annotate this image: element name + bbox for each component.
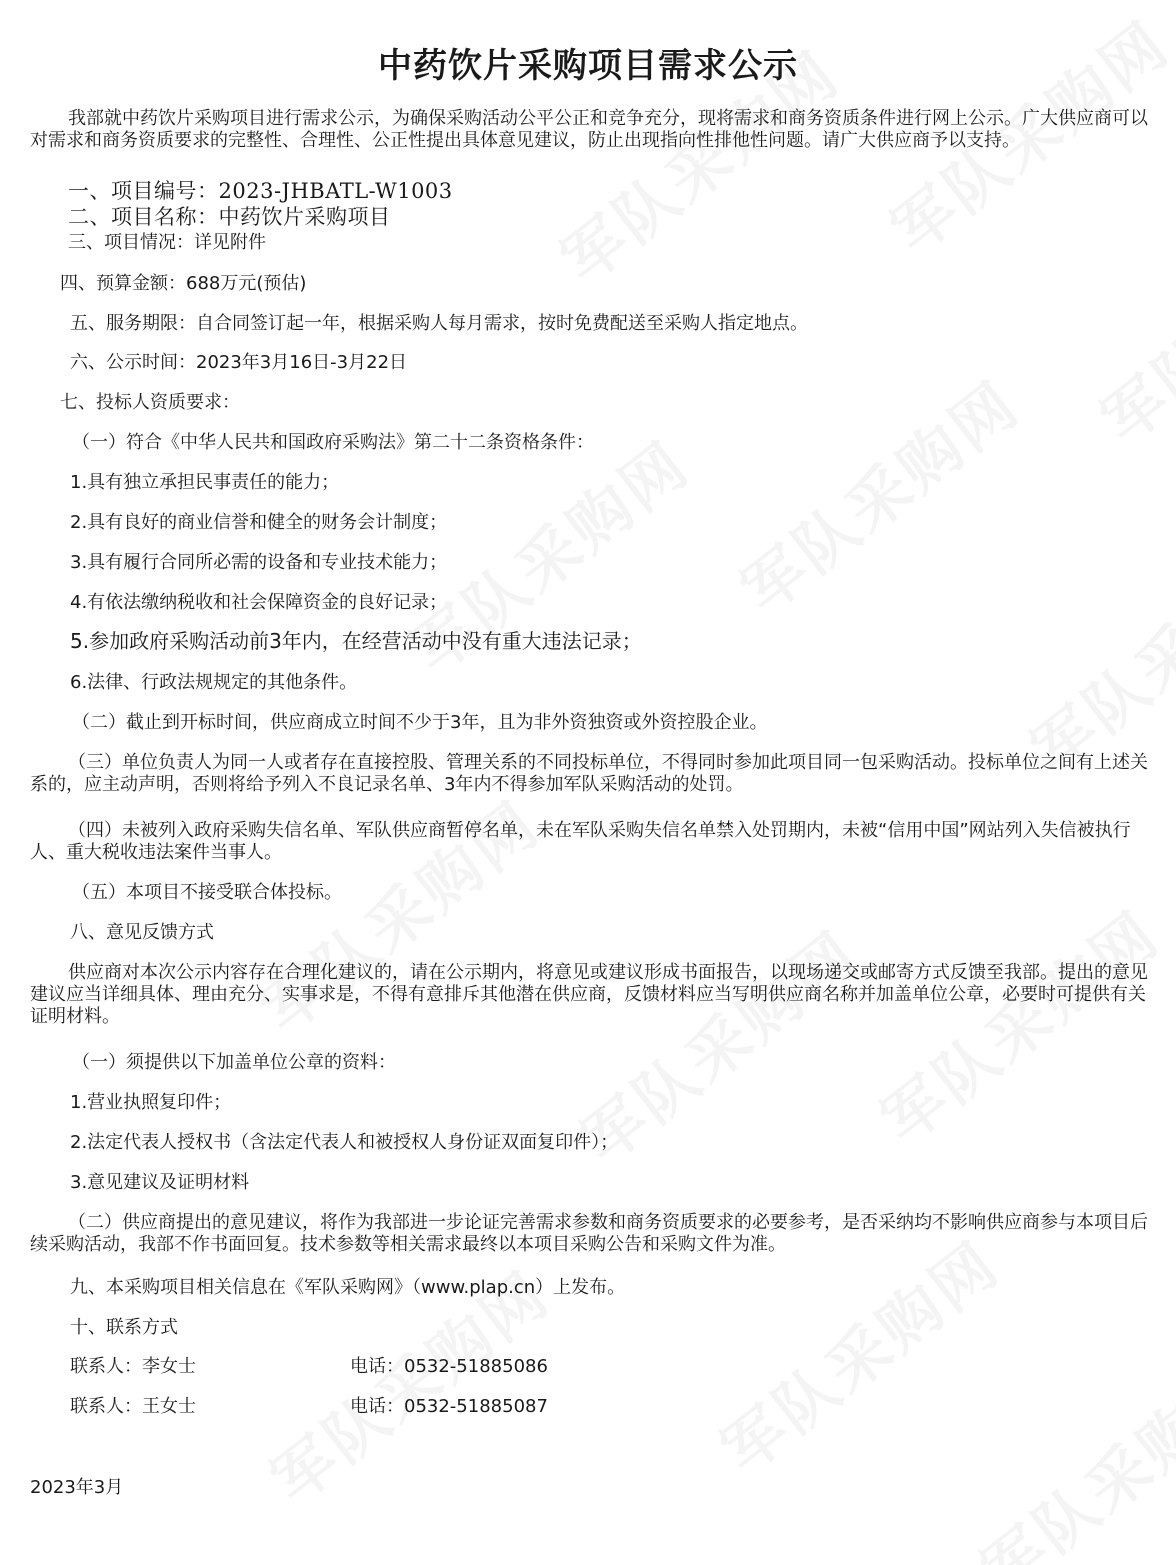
watermark [720, 357, 1035, 630]
feedback-material-2: 2.法定代表人授权书（含法定代表人和被授权人身份证双面复印件）； [70, 1132, 619, 1153]
feedback-paragraph: 供应商对本次公示内容存在合理化建议的，请在公示期内，将意见或建议形成书面报告，以现场递交或邮寄方式反馈至我部。提出的意见建议应当详细具体、理由充分、实事求是，不得有意排斥其他潜在供应商，反馈材料应当写明供应商名称并加盖单位公章，必要时可提供有关证明材料。 [30, 962, 1148, 1027]
qualification-1: （一）符合《中华人民共和国政府采购法》第二十二条资格条件： [72, 432, 594, 453]
budget-amount: 四、预算金额：688万元(预估) [60, 273, 307, 294]
qualification-1-item-1: 1.具有独立承担民事责任的能力； [70, 472, 340, 493]
intro-paragraph: 我部就中药饮片采购项目进行需求公示，为确保采购活动公平公正和竞争充分，现将需求和商务资质条件进行网上公示。广大供应商可以对需求和商务资质要求的完整性、合理性、公正性提出具体意见建议，防止出现指向性排他性问题。请广大供应商予以支持。 [30, 108, 1148, 151]
qualification-1-item-3: 3.具有履行合同所必需的设备和专业技术能力； [70, 552, 448, 573]
contact-phone-2: 电话：0532-51885087 [350, 1396, 548, 1417]
project-name-value: 中药饮片采购项目 [218, 205, 391, 229]
announcement-time: 六、公示时间：2023年3月16日-3月22日 [70, 352, 408, 373]
qualification-3: （三）单位负责人为同一人或者存在直接控股、管理关系的不同投标单位，不得同时参加此项目同一包采购活动。投标单位之间有上述关系的，应主动声明，否则将给予列入不良记录名单、3年内不得参加军队采购活动的处罚。 [30, 752, 1148, 795]
watermark [1010, 517, 1176, 790]
project-name-label: 二、项目名称： [68, 205, 219, 229]
contact-heading: 十、联系方式 [70, 1317, 178, 1338]
qualification-1-item-2: 2.具有良好的商业信誉和健全的财务会计制度； [70, 512, 448, 533]
qualification-1-item-4: 4.有依法缴纳税收和社会保障资金的良好记录； [70, 592, 448, 613]
watermark [960, 1337, 1176, 1565]
qualification-4: （四）未被列入政府采购失信名单、军队供应商暂停名单，未在军队采购失信名单禁入处罚期内，未被“信用中国”网站列入失信被执行人、重大税收违法案件当事人。 [30, 820, 1131, 863]
project-situation: 三、项目情况：详见附件 [68, 232, 266, 253]
project-number-label: 一、项目编号： [68, 179, 219, 203]
watermark [1080, 187, 1176, 460]
qualification-1-item-5: 5.参加政府采购活动前3年内，在经营活动中没有重大违法记录； [70, 629, 642, 653]
feedback-heading: 八、意见反馈方式 [70, 922, 214, 943]
project-number-value: 2023-JHBATL-W1003 [218, 179, 453, 203]
document-date: 2023年3月 [30, 1477, 124, 1498]
feedback-material-3: 3.意见建议及证明材料 [70, 1172, 250, 1193]
qualification-1-item-6: 6.法律、行政法规规定的其他条件。 [70, 672, 358, 693]
publication-info: 九、本采购项目相关信息在《军队采购网》（www.plap.cn）上发布。 [70, 1277, 626, 1298]
qualification-5: （五）本项目不接受联合体投标。 [72, 882, 342, 903]
qualification-2: （二）截止到开标时间，供应商成立时间不少于3年，且为非外资独资或外资控股企业。 [72, 712, 768, 733]
contact-person-1: 联系人：李女士 [70, 1356, 196, 1377]
watermark [700, 1217, 1015, 1490]
feedback-note: （二）供应商提出的意见建议，将作为我部进一步论证完善需求参数和商务资质要求的必要参考，是否采纳均不影响供应商参与本项目后续采购活动，我部不作书面回复。技术参数等相关需求最终以本项目采购公告和采购文件为准。 [30, 1212, 1148, 1255]
project-number [68, 180, 453, 202]
qualification-heading: 七、投标人资质要求： [60, 392, 240, 413]
project-name [68, 206, 391, 228]
service-period: 五、服务期限：自合同签订起一年，根据采购人每月需求，按时免费配送至采购人指定地点。 [70, 313, 808, 334]
feedback-material-1: 1.营业执照复印件； [70, 1092, 232, 1113]
contact-person-2: 联系人：王女士 [70, 1396, 196, 1417]
page-title: 中药饮片采购项目需求公示 [378, 46, 798, 86]
contact-phone-1: 电话：0532-51885086 [350, 1356, 548, 1377]
feedback-materials-heading: （一）须提供以下加盖单位公章的资料： [72, 1052, 396, 1073]
